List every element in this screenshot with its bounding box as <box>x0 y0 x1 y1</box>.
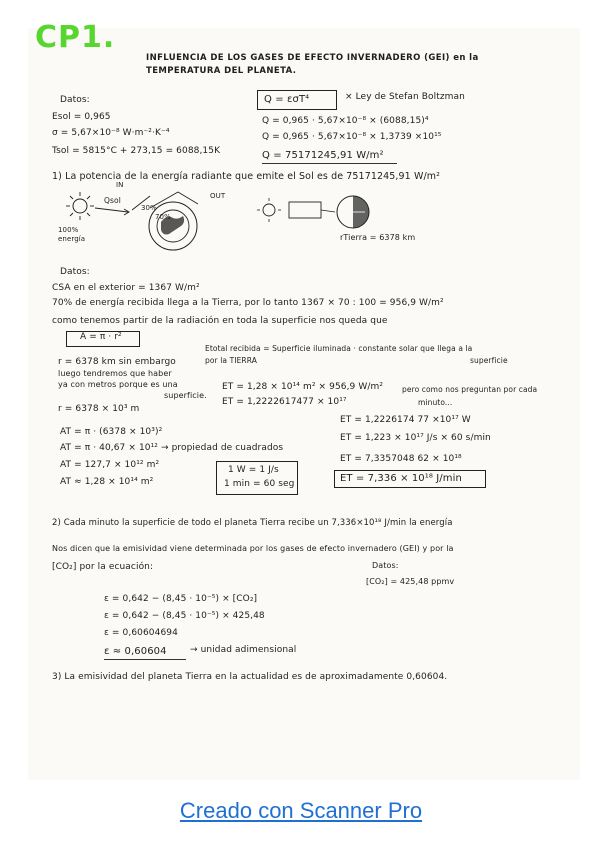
et-line-1: ET = 1,28 × 10¹⁴ m² × 956,9 W/m² <box>222 382 384 392</box>
scanner-pro-link[interactable]: Creado con Scanner Pro <box>179 798 423 823</box>
emissivity-line-3: ε = 0,60604694 <box>104 628 178 638</box>
result-line-2: ET = 1,223 × 10¹⁷ J/s × 60 s/min <box>340 433 491 443</box>
sun-earth-diagram <box>50 178 230 260</box>
result-line-1: ET = 1,2226174 77 ×10¹⁷ W <box>340 415 471 425</box>
at-line-2: AT = π · 40,67 × 10¹² → propiedad de cuadrados <box>60 443 284 453</box>
note-line-1: luego tendremos que haber <box>58 369 172 378</box>
sigma-value: σ = 5,67×10⁻⁸ W·m⁻²·K⁻⁴ <box>52 128 170 138</box>
unit-note: → unidad adimensional <box>190 645 297 655</box>
calc-line-3: Q = 75171245,91 W/m² <box>262 150 384 161</box>
diagram-energia-label: energía <box>58 235 86 243</box>
footer <box>0 798 602 824</box>
title-line-2: TEMPERATURA DEL PLANETA. <box>146 66 297 76</box>
diagram-qsol-label: Qsol <box>104 196 121 205</box>
stefan-law-label: × Ley de Stefan Boltzman <box>345 92 465 102</box>
calc-line-1: Q = 0,965 · 5,67×10⁻⁸ × (6088,15)⁴ <box>262 116 429 126</box>
pero-note: pero como nos preguntan por cada <box>402 385 538 394</box>
etotal-label: Etotal recibida = Superficie iluminada · constante solar que llega a la <box>205 344 473 353</box>
tierra-label: por la TIERRA <box>205 356 257 365</box>
calc-line-2: Q = 0,965 · 5,67×10⁻⁸ × 1,3739 ×10¹⁵ <box>262 132 442 142</box>
et-line-2: ET = 1,2222617477 × 10¹⁷ <box>222 397 347 407</box>
radius-km: r = 6378 km sin embargo <box>58 357 176 367</box>
datos-heading-3: Datos: <box>372 561 399 570</box>
at-line-4: AT ≈ 1,28 × 10¹⁴ m² <box>60 477 154 487</box>
csa-value: CSA en el exterior = 1367 W/m² <box>52 283 200 293</box>
at-line-1: AT = π · (6378 × 10³)² <box>60 427 163 437</box>
conversion-minute: 1 min = 60 seg <box>224 479 295 489</box>
emissivity-line-1: ε = 0,642 − (8,45 · 10⁻⁵) × [CO₂] <box>104 594 258 604</box>
emissivity-underline <box>104 659 186 660</box>
conversion-watt: 1 W = 1 J/s <box>228 465 279 475</box>
emissivity-line-4: ε ≈ 0,60604 <box>104 646 167 657</box>
diagram-70pct-label: 70% <box>155 213 171 221</box>
emisividad-intro: Nos dicen que la emisividad viene determinada por los gases de efecto invernadero (GEI) y por la <box>52 544 454 553</box>
answer-1: 1) La potencia de la energía radiante que emite el Sol es de 75171245,91 W/m² <box>52 171 441 182</box>
result-line-4: ET = 7,336 × 10¹⁸ J/min <box>340 473 462 484</box>
tsol-value: Tsol = 5815°C + 273,15 = 6088,15K <box>52 146 221 156</box>
title-code: CP1. <box>35 20 116 55</box>
answer-2: 2) Cada minuto la superficie de todo el planeta Tierra recibe un 7,336×10¹⁸ J/min la energía <box>52 518 453 528</box>
diagram-100pct-label: 100% <box>58 226 79 234</box>
diagram-out-label: OUT <box>210 192 226 200</box>
diagram-30pct-label: 30% <box>141 204 157 212</box>
co2-value: [CO₂] = 425,48 ppmv <box>366 577 455 586</box>
diagram-in-label: IN <box>116 181 124 189</box>
note-line-2: ya con metros porque es una <box>58 380 178 389</box>
esol-value: Esol = 0,965 <box>52 112 111 122</box>
stefan-formula: Q = εσT⁴ <box>264 94 310 105</box>
result-line-3: ET = 7,3357048 62 × 10¹⁸ <box>340 454 462 464</box>
answer-3: 3) La emisividad del planeta Tierra en la actualidad es de aproximadamente 0,60604. <box>52 672 448 682</box>
datos-heading-2: Datos: <box>60 267 90 277</box>
datos-heading-1: Datos: <box>60 95 90 105</box>
calc-underline <box>262 163 397 164</box>
earth-radius-label: rTierra = 6378 km <box>340 233 416 242</box>
radiation-line: como tenemos partir de la radiación en toda la superficie nos queda que <box>52 316 388 326</box>
at-line-3: AT = 127,7 × 10¹² m² <box>60 460 160 470</box>
minuto-note: minuto... <box>418 398 453 407</box>
radius-m: r = 6378 × 10³ m <box>58 404 140 414</box>
co2-equation-intro: [CO₂] por la ecuación: <box>52 562 154 572</box>
superficie-label: superficie <box>470 356 508 365</box>
emissivity-line-2: ε = 0,642 − (8,45 · 10⁻⁵) × 425,48 <box>104 611 265 621</box>
seventy-percent-line: 70% de energía recibida llega a la Tierra, por lo tanto 1367 × 70 : 100 = 956,9 W/m² <box>52 298 444 308</box>
note-line-3: superficie. <box>164 391 207 400</box>
area-formula: A = π · r² <box>80 332 122 342</box>
title-line-1: INFLUENCIA DE LOS GASES DE EFECTO INVERNADERO (GEI) en la <box>146 53 479 63</box>
